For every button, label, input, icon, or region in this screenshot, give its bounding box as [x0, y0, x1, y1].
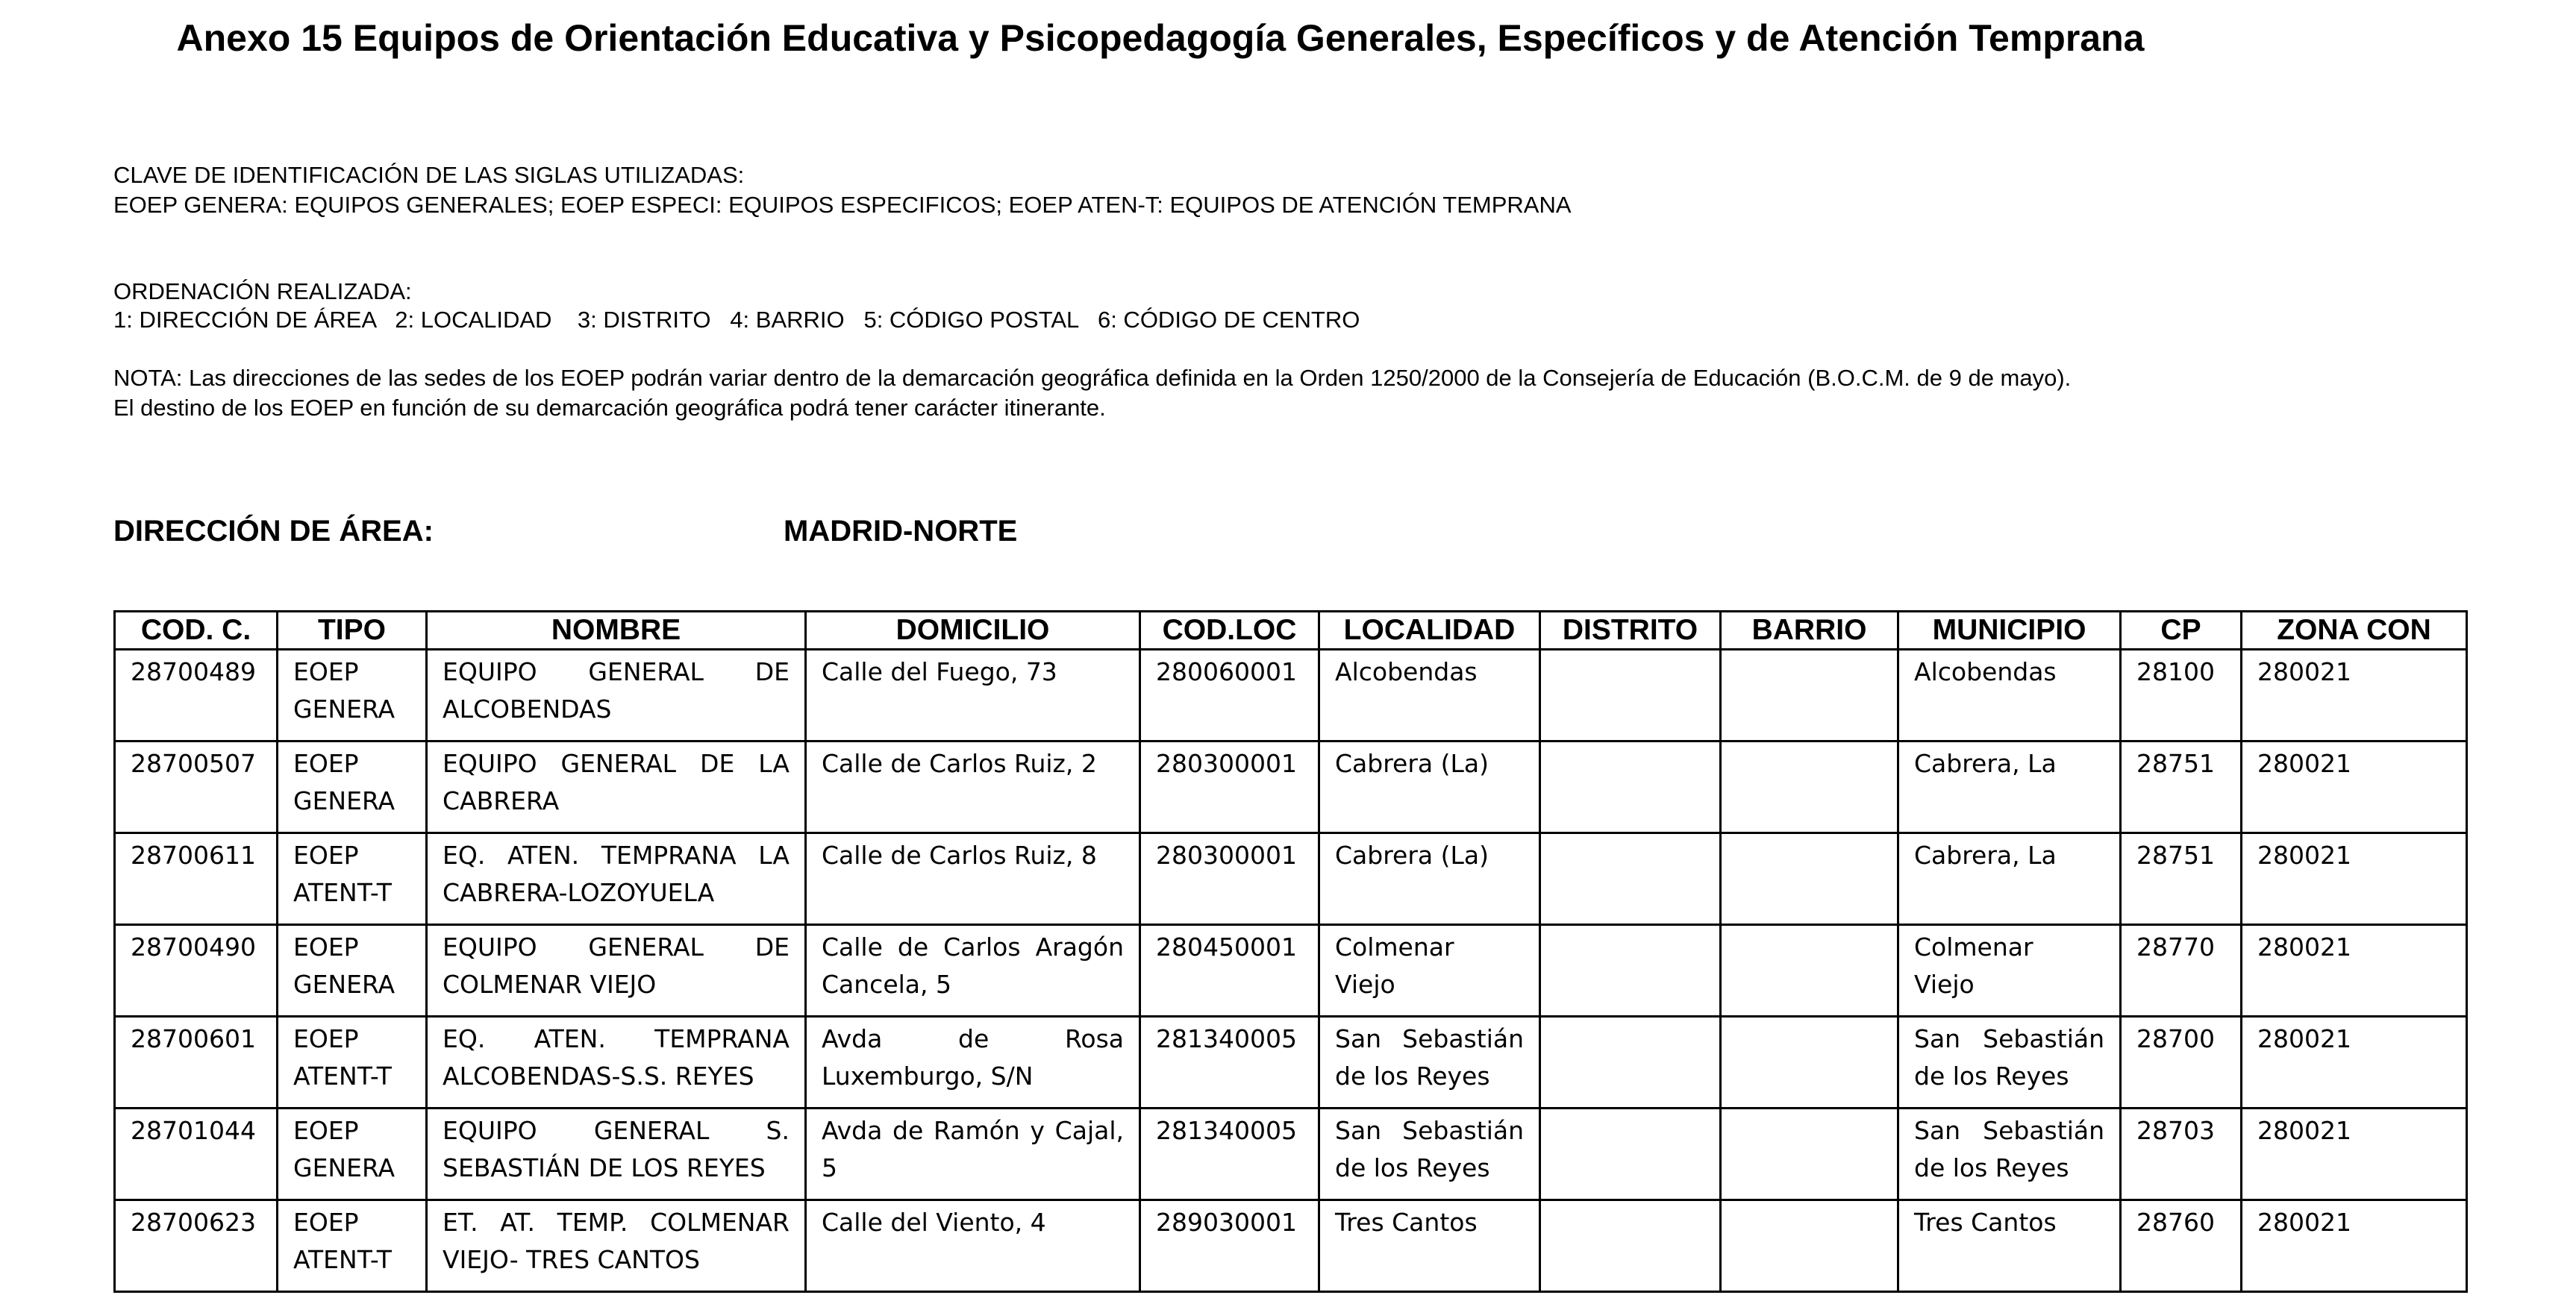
cell-distrito [1540, 1200, 1721, 1292]
cell-nombre: EQUIPO GENERAL DE LA CABRERA [427, 742, 806, 833]
cell-cod: 28700601 [115, 1017, 278, 1109]
cell-distrito [1540, 650, 1721, 742]
cell-distrito [1540, 742, 1721, 833]
cell-barrio [1721, 833, 1898, 925]
cell-localidad: Cabrera (La) [1319, 742, 1540, 833]
cell-cp: 28760 [2121, 1200, 2242, 1292]
cell-domicilio: Calle de Carlos Aragón Cancela, 5 [806, 925, 1140, 1017]
cell-cp: 28751 [2121, 742, 2242, 833]
header-nombre: NOMBRE [427, 612, 806, 650]
cell-municipio: San Sebastián de los Reyes [1898, 1109, 2121, 1200]
cell-tipo: EOEP ATENT-T [278, 1200, 427, 1292]
cell-codloc: 280300001 [1140, 742, 1319, 833]
cell-distrito [1540, 1017, 1721, 1109]
cell-codloc: 280450001 [1140, 925, 1319, 1017]
cell-codloc: 281340005 [1140, 1109, 1319, 1200]
cell-barrio [1721, 1017, 1898, 1109]
cell-domicilio: Avda de Rosa Luxemburgo, S/N [806, 1017, 1140, 1109]
cell-tipo: EOEP ATENT-T [278, 833, 427, 925]
cell-municipio: Tres Cantos [1898, 1200, 2121, 1292]
cell-localidad: San Sebastián de los Reyes [1319, 1109, 1540, 1200]
cell-tipo: EOEP GENERA [278, 1109, 427, 1200]
key-text: EOEP GENERA: EQUIPOS GENERALES; EOEP ESPECI: EQUIPOS ESPECIFICOS; EOEP ATEN-T: EQUIPOS DE ATENCIÓN TEMPRANA [113, 192, 1572, 218]
cell-nombre: ET. AT. TEMP. COLMENAR VIEJO- TRES CANTOS [427, 1200, 806, 1292]
cell-cod: 28700611 [115, 833, 278, 925]
table-row [115, 1200, 2467, 1292]
cell-cp: 28703 [2121, 1109, 2242, 1200]
table-row [115, 1017, 2467, 1109]
cell-codloc: 289030001 [1140, 1200, 1319, 1292]
cell-barrio [1721, 650, 1898, 742]
cell-barrio [1721, 1109, 1898, 1200]
area-label: DIRECCIÓN DE ÁREA: [113, 515, 434, 548]
cell-municipio: Cabrera, La [1898, 742, 2121, 833]
cell-nombre: EQ. ATEN. TEMPRANA LA CABRERA-LOZOYUELA [427, 833, 806, 925]
cell-zona: 280021 [2242, 650, 2467, 742]
cell-domicilio: Calle del Fuego, 73 [806, 650, 1140, 742]
cell-tipo: EOEP ATENT-T [278, 1017, 427, 1109]
document-title: Anexo 15 Equipos de Orientación Educativa y Psicopedagogía Generales, Específicos y de Atención Temprana [176, 17, 2145, 59]
cell-zona: 280021 [2242, 1017, 2467, 1109]
cell-localidad: Cabrera (La) [1319, 833, 1540, 925]
header-cp: CP [2121, 612, 2242, 650]
cell-barrio [1721, 925, 1898, 1017]
cell-zona: 280021 [2242, 925, 2467, 1017]
header-domicilio: DOMICILIO [806, 612, 1140, 650]
table-row [115, 833, 2467, 925]
cell-localidad: San Sebastián de los Reyes [1319, 1017, 1540, 1109]
teams-table [113, 610, 2468, 1293]
header-cod-c: COD. C. [115, 612, 278, 650]
cell-domicilio: Avda de Ramón y Cajal, 5 [806, 1109, 1140, 1200]
cell-localidad: Colmenar Viejo [1319, 925, 1540, 1017]
cell-nombre: EQUIPO GENERAL DE COLMENAR VIEJO [427, 925, 806, 1017]
cell-tipo: EOEP GENERA [278, 925, 427, 1017]
cell-municipio: Colmenar Viejo [1898, 925, 2121, 1017]
cell-localidad: Alcobendas [1319, 650, 1540, 742]
cell-municipio: Alcobendas [1898, 650, 2121, 742]
cell-cp: 28770 [2121, 925, 2242, 1017]
cell-nombre: EQUIPO GENERAL S. SEBASTIÁN DE LOS REYES [427, 1109, 806, 1200]
header-localidad: LOCALIDAD [1319, 612, 1540, 650]
cell-codloc: 280060001 [1140, 650, 1319, 742]
header-municipio: MUNICIPIO [1898, 612, 2121, 650]
key-heading: CLAVE DE IDENTIFICACIÓN DE LAS SIGLAS UTILIZADAS: [113, 162, 745, 188]
cell-distrito [1540, 833, 1721, 925]
note-line-2: El destino de los EOEP en función de su demarcación geográfica podrá tener carácter itinerante. [113, 395, 1106, 421]
cell-cod: 28700507 [115, 742, 278, 833]
cell-localidad: Tres Cantos [1319, 1200, 1540, 1292]
cell-cod: 28700490 [115, 925, 278, 1017]
cell-zona: 280021 [2242, 742, 2467, 833]
cell-cod: 28700623 [115, 1200, 278, 1292]
table-row [115, 1109, 2467, 1200]
cell-cp: 28700 [2121, 1017, 2242, 1109]
table-row [115, 650, 2467, 742]
cell-municipio: Cabrera, La [1898, 833, 2121, 925]
cell-municipio: San Sebastián de los Reyes [1898, 1017, 2121, 1109]
cell-cp: 28751 [2121, 833, 2242, 925]
cell-domicilio: Calle de Carlos Ruiz, 8 [806, 833, 1140, 925]
header-zona-con: ZONA CON [2242, 612, 2467, 650]
cell-cod: 28700489 [115, 650, 278, 742]
table-body [115, 650, 2467, 1292]
cell-cod: 28701044 [115, 1109, 278, 1200]
cell-nombre: EQUIPO GENERAL DE ALCOBENDAS [427, 650, 806, 742]
cell-barrio [1721, 1200, 1898, 1292]
header-barrio: BARRIO [1721, 612, 1898, 650]
cell-nombre: EQ. ATEN. TEMPRANA ALCOBENDAS-S.S. REYES [427, 1017, 806, 1109]
table-row [115, 742, 2467, 833]
cell-tipo: EOEP GENERA [278, 742, 427, 833]
cell-codloc: 281340005 [1140, 1017, 1319, 1109]
header-row [115, 612, 2467, 650]
order-text: 1: DIRECCIÓN DE ÁREA 2: LOCALIDAD 3: DISTRITO 4: BARRIO 5: CÓDIGO POSTAL 6: CÓDIGO DE CENTRO [113, 307, 1360, 333]
cell-codloc: 280300001 [1140, 833, 1319, 925]
cell-tipo: EOEP GENERA [278, 650, 427, 742]
cell-distrito [1540, 925, 1721, 1017]
order-heading: ORDENACIÓN REALIZADA: [113, 278, 412, 304]
cell-domicilio: Calle de Carlos Ruiz, 2 [806, 742, 1140, 833]
table-row [115, 925, 2467, 1017]
header-distrito: DISTRITO [1540, 612, 1721, 650]
cell-distrito [1540, 1109, 1721, 1200]
cell-zona: 280021 [2242, 1109, 2467, 1200]
note-line-1: NOTA: Las direcciones de las sedes de los EOEP podrán variar dentro de la demarcación geográfica definida en la Orden 1250/2000 de la Consejería de Educación (B.O.C.M. de 9 de mayo). [113, 365, 2072, 391]
cell-barrio [1721, 742, 1898, 833]
cell-cp: 28100 [2121, 650, 2242, 742]
cell-zona: 280021 [2242, 833, 2467, 925]
cell-zona: 280021 [2242, 1200, 2467, 1292]
cell-domicilio: Calle del Viento, 4 [806, 1200, 1140, 1292]
area-value: MADRID-NORTE [784, 515, 1018, 548]
header-tipo: TIPO [278, 612, 427, 650]
header-cod-loc: COD.LOC [1140, 612, 1319, 650]
